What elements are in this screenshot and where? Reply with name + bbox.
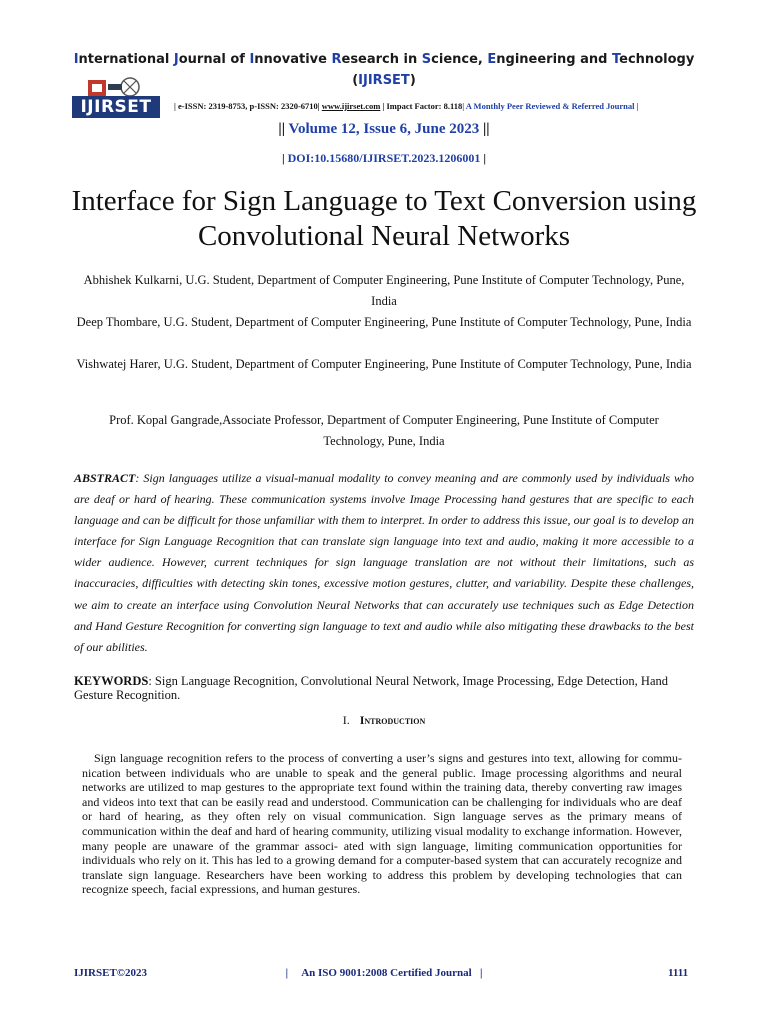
- doi-bar-right: |: [480, 151, 487, 165]
- paper-title: Interface for Sign Language to Text Conversion using Convolutional Neural Networks: [71, 185, 697, 252]
- journal-name-part: cience,: [431, 52, 488, 67]
- author-affiliation: Deep Thombare, U.G. Student, Department of Computer Engineering, Pune Institute of Computer Technology, Pune, India: [76, 315, 692, 329]
- impact-factor: | Impact Factor: 8.118: [380, 101, 463, 111]
- section-number: I.: [342, 713, 350, 727]
- footer-certification: | An ISO 9001:2008 Certified Journal |: [285, 967, 483, 979]
- journal-name-initial: I: [249, 52, 255, 67]
- doi[interactable]: DOI:10.15680/IJIRSET.2023.1206001: [287, 151, 481, 165]
- volume-bar-right: ||: [479, 121, 490, 137]
- journal-name-part: nnovative: [254, 52, 332, 67]
- section-title: Introduction: [359, 713, 426, 727]
- doi-bar-left: |: [281, 151, 288, 165]
- abstract-text: : Sign languages utilize a visual-manual modality to convey meaning and are commonly used by individuals who are deaf or hard of hearing. These communication systems involve Image Processing hand gestures that are specific to each language and can be difficult for those unfamiliar with them to interpret. In order to address this issue, our goal is to develop an interface for Sign Language Recognition that can translate sign language into text and audio, making it more accessible to a wider audience. However, current techniques for sign language translation are not without their limitations, such as inaccuracies, difficulties with detecting skin tones, excessive motion gestures, clutter, and variability. Despite these challenges, we aim to create an interface using Convolution Neural Networks that can accurately use techniques such as Edge Detection and Hand Gesture Recognition for converting sign language to text and audio while also mitigating these drawbacks to the best of our abilities.: [74, 471, 694, 654]
- journal-name: [0, 52, 768, 67]
- abstract: [74, 468, 694, 658]
- abbrev-open: (: [352, 73, 359, 88]
- journal-abbrev: IJIRSET: [358, 73, 410, 88]
- journal-name-initial: R: [331, 52, 342, 67]
- volume-info: Volume 12, Issue 6, June 2023: [288, 121, 480, 137]
- author-affiliation: Prof. Kopal Gangrade,Associate Professor, Department of Computer Engineering, Pune Institute of Computer Technology, Pune, India: [109, 413, 659, 448]
- author-affiliation: Vishwatej Harer, U.G. Student, Department of Computer Engineering, Pune Institute of Computer Technology, Pune, India: [76, 357, 692, 371]
- journal-name-part: esearch in: [341, 52, 422, 67]
- journal-name-initial: J: [173, 52, 179, 67]
- journal-logo: [72, 76, 160, 118]
- journal-name-part: ournal of: [178, 52, 250, 67]
- abbrev-close: ): [409, 73, 416, 88]
- issn-line: [174, 101, 638, 111]
- author-affiliation: Abhishek Kulkarni, U.G. Student, Department of Computer Engineering, Pune Institute of Computer Technology, Pune, India: [83, 273, 685, 308]
- intro-paragraph: Sign language recognition refers to the process of converting a user’s signs and gestures into text, allowing for commu- nication between individuals who are unable to speak and the general public. Image processing algorithms and neural networks are utilized to map gestures to the appropriate text found within the training data, thereby converting raw images and videos into text that can be easily read and understood. Communication can be challenging for individuals who are deaf or hard of hearing, as they often rely on visual communication. Sign language serves as the primary means of communication within the deaf and hard of hearing community, utilizing visual modality to exchange information. However, many people are unaware of the grammar associ- ated with sign language, limiting communication opportunities for individuals who rely on it. This has led to a growing demand for a computer-based system that can accurately recognize and translate sign language. Researchers have been working to address this problem by developing technologies that can recognize speech, facial expressions, and human gestures.: [82, 751, 682, 897]
- journal-name-initial: I: [73, 52, 79, 67]
- logo-text: IJIRSET: [72, 96, 160, 118]
- logo-emblem-icon: [86, 76, 146, 98]
- journal-name-initial: E: [487, 52, 497, 67]
- journal-name-initial: S: [421, 52, 432, 67]
- journal-name-part: nternational: [78, 52, 174, 67]
- review-note: | A Monthly Peer Reviewed & Referred Journal |: [462, 101, 639, 111]
- issn: | e-ISSN: 2319-8753, p-ISSN: 2320-6710|: [174, 101, 322, 111]
- abstract-label: ABSTRACT: [74, 471, 136, 485]
- doi-line: [0, 151, 768, 166]
- keywords-label: KEYWORDS: [74, 674, 149, 688]
- volume-bar-left: ||: [278, 121, 289, 137]
- footer-copyright: IJIRSET©2023: [74, 967, 148, 979]
- keywords-text: : Sign Language Recognition, Convolutional Neural Network, Image Processing, Edge Detection, Hand Gesture Recognition.: [74, 674, 668, 702]
- journal-name-initial: T: [612, 52, 620, 67]
- keywords: [74, 674, 694, 702]
- journal-name-part: echnology: [619, 52, 695, 67]
- section-heading: [0, 713, 768, 728]
- website-link[interactable]: www.ijirset.com: [321, 101, 381, 111]
- volume-line: [0, 121, 768, 138]
- journal-name-part: ngineering and: [496, 52, 612, 67]
- page-number: 1111: [668, 967, 689, 979]
